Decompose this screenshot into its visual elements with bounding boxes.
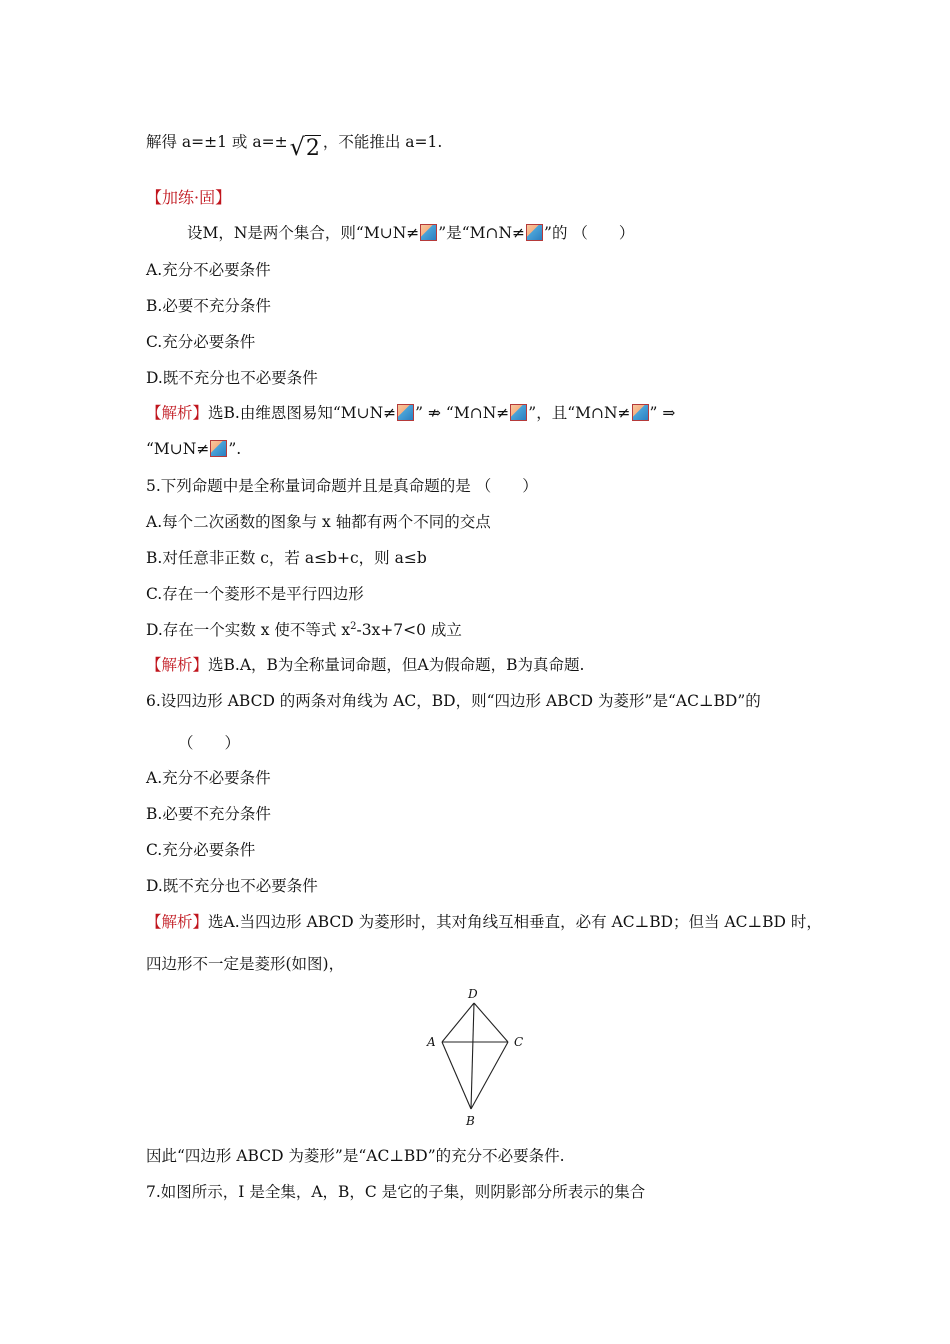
exercise-heading: 【加练·固】 [146, 188, 232, 207]
question-7: 7.如图所示，I 是全集，A，B，C 是它的子集，则阴影部分所表示的集合 [146, 1183, 646, 1201]
q6-option-c: C.充分必要条件 [146, 841, 256, 859]
option-d: D.既不充分也不必要条件 [146, 369, 318, 387]
question-6: 6.设四边形 ABCD 的两条对角线为 AC，BD，则“四边形 ABCD 为菱形”是“AC⊥BD”的 [146, 692, 761, 710]
edge-cb [471, 1042, 508, 1109]
empty-set-image-icon [632, 404, 649, 421]
question-stem: 设M，N是两个集合，则“M∪N≠ ”是“M∩N≠ ”的 （ ） [187, 224, 635, 242]
kite-diagram [420, 985, 530, 1130]
empty-set-image-icon [210, 440, 227, 457]
q5-option-b: B.对任意非正数 c，若 a≤b+c，则 a≤b [146, 549, 427, 567]
diagonal-db [471, 1003, 474, 1109]
vertex-label-c: C [514, 1035, 524, 1049]
question-5: 5.下列命题中是全称量词命题并且是真命题的是 （ ） [146, 477, 538, 495]
q6-option-a: A.充分不必要条件 [146, 769, 271, 787]
vertex-label-a: A [427, 1035, 436, 1049]
option-a: A.充分不必要条件 [146, 261, 271, 279]
edge-ab [442, 1042, 471, 1109]
analysis-tag: 【解析】 [146, 913, 209, 931]
empty-set-image-icon [420, 224, 437, 241]
empty-set-image-icon [510, 404, 527, 421]
q6-option-b: B.必要不充分条件 [146, 805, 271, 823]
analysis-tag: 【解析】 [146, 404, 209, 422]
analysis-line-continued: “M∪N≠ ”. [146, 440, 242, 458]
q6-option-d: D.既不充分也不必要条件 [146, 877, 318, 895]
empty-set-image-icon [526, 224, 543, 241]
q5-option-d: D.存在一个实数 x 使不等式 $x^2-3x+7<0$ 成立 [146, 621, 462, 639]
q6-answer-paren: （ ） [178, 734, 241, 752]
option-b: B.必要不充分条件 [146, 297, 271, 315]
edge-dc [474, 1003, 508, 1042]
q6-analysis-continued: 四边形不一定是菱形(如图)， [146, 955, 345, 973]
solution-line: 解得 a=±1 或 a=±√2 ，不能推出 a=1. [146, 133, 443, 161]
conclusion: 因此“四边形 ABCD 为菱形”是“AC⊥BD”的充分不必要条件. [146, 1147, 565, 1165]
q5-option-c: C.存在一个菱形不是平行四边形 [146, 585, 364, 603]
vertex-label-b: B [466, 1114, 475, 1128]
vertex-label-d: D [468, 987, 478, 1001]
analysis-line: 【解析】选B.由维恩图易知“M∪N≠ ” ⇏ “M∩N≠ ”，且“M∩N≠ ” ⇒ [146, 404, 676, 422]
q5-analysis: 【解析】选B.A，B为全称量词命题，但A为假命题，B为真命题. [146, 656, 585, 674]
option-c: C.充分必要条件 [146, 333, 256, 351]
analysis-tag: 【解析】 [146, 656, 209, 674]
q5-option-a: A.每个二次函数的图象与 x 轴都有两个不同的交点 [146, 513, 491, 531]
edge-da [442, 1003, 474, 1042]
sqrt-expression: √2 [289, 133, 320, 161]
q6-analysis: 【解析】选A.当四边形 ABCD 为菱形时，其对角线互相垂直，必有 AC⊥BD；但当 AC⊥BD 时， [146, 913, 822, 931]
empty-set-image-icon [397, 404, 414, 421]
